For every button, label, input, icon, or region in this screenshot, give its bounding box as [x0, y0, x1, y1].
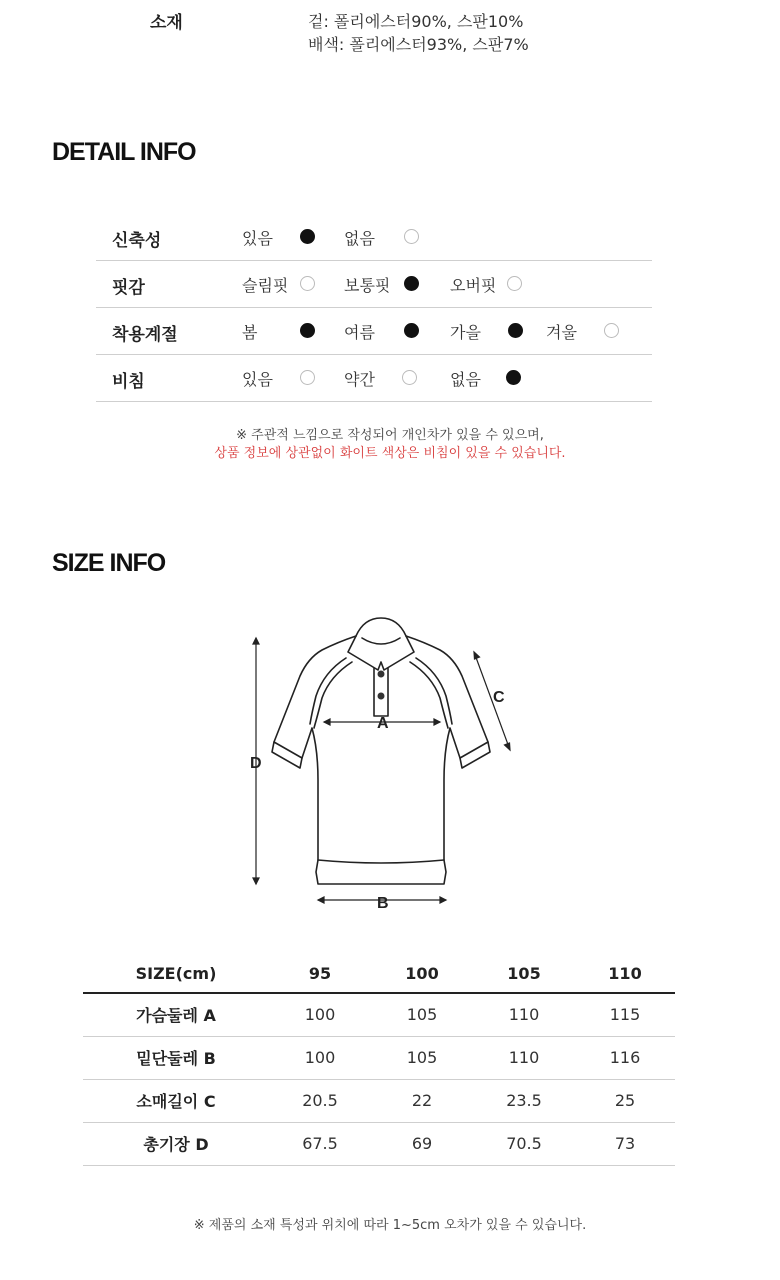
label-d: D	[250, 755, 262, 772]
cell: 115	[575, 993, 675, 1036]
detail-row-label: 착용계절	[112, 325, 178, 345]
size-header-110: 110	[575, 955, 675, 993]
cell: 116	[575, 1036, 675, 1079]
cell: 22	[371, 1079, 473, 1122]
detail-info-table	[96, 214, 652, 402]
cell: 105	[371, 993, 473, 1036]
selected-dot-icon	[300, 323, 315, 338]
detail-info-title: DETAIL INFO	[52, 138, 196, 166]
row-label: 총기장 D	[83, 1122, 269, 1165]
option-label: 슬림핏	[242, 275, 289, 295]
option-label: 오버핏	[450, 275, 497, 295]
detail-row-season	[96, 308, 652, 355]
option-label: 가을	[450, 322, 481, 342]
label-b: B	[377, 895, 389, 912]
detail-row-label: 핏감	[112, 278, 145, 298]
size-table	[83, 955, 675, 1166]
cell: 110	[473, 1036, 575, 1079]
selected-dot-icon	[506, 370, 521, 385]
row-label: 소매길이 C	[83, 1079, 269, 1122]
size-header-100: 100	[371, 955, 473, 993]
option-label: 약간	[344, 369, 375, 389]
unselected-dot-icon	[507, 276, 522, 291]
material-outer: 겉: 폴리에스터90%, 스판10%	[308, 12, 524, 31]
selected-dot-icon	[404, 276, 419, 291]
option-label: 없음	[344, 228, 375, 248]
cell: 100	[269, 993, 371, 1036]
size-header-105: 105	[473, 955, 575, 993]
option-label: 겨울	[546, 322, 577, 342]
size-footnote: ※ 제품의 소재 특성과 위치에 따라 1~5cm 오차가 있을 수 있습니다.	[193, 1218, 587, 1233]
detail-option	[546, 321, 577, 341]
cell: 70.5	[473, 1122, 575, 1165]
detail-option	[242, 274, 288, 294]
cell: 20.5	[269, 1079, 371, 1122]
table-row	[83, 1079, 675, 1122]
detail-option	[450, 274, 496, 294]
cell: 23.5	[473, 1079, 575, 1122]
option-label: 보통핏	[344, 275, 391, 295]
detail-option	[344, 321, 375, 341]
material-section	[0, 0, 780, 60]
option-label: 있음	[242, 228, 273, 248]
table-row	[83, 1122, 675, 1165]
unselected-dot-icon	[402, 370, 417, 385]
unselected-dot-icon	[300, 370, 315, 385]
detail-warning: 상품 정보에 상관없이 화이트 색상은 비침이 있을 수 있습니다.	[214, 446, 566, 461]
detail-option	[242, 368, 273, 388]
cell: 25	[575, 1079, 675, 1122]
cell: 110	[473, 993, 575, 1036]
table-row	[83, 993, 675, 1036]
label-a: A	[377, 715, 389, 732]
row-label: 밑단둘레 B	[83, 1036, 269, 1079]
detail-option	[344, 274, 390, 294]
selected-dot-icon	[508, 323, 523, 338]
polo-shirt-diagram	[230, 610, 550, 920]
detail-note: ※ 주관적 느낌으로 작성되어 개인차가 있을 수 있으며,	[236, 428, 544, 443]
size-info-title: SIZE INFO	[52, 549, 166, 577]
detail-option	[242, 321, 257, 341]
detail-option	[344, 227, 375, 247]
table-row	[83, 1036, 675, 1079]
selected-dot-icon	[404, 323, 419, 338]
detail-option	[344, 368, 375, 388]
size-diagram	[230, 610, 550, 920]
option-label: 없음	[450, 369, 481, 389]
cell: 100	[269, 1036, 371, 1079]
label-c: C	[493, 689, 505, 706]
cell: 67.5	[269, 1122, 371, 1165]
detail-row-label: 비침	[112, 372, 145, 392]
size-header-label: SIZE(cm)	[83, 955, 269, 993]
unselected-dot-icon	[300, 276, 315, 291]
unselected-dot-icon	[404, 229, 419, 244]
detail-row-fit	[96, 261, 652, 308]
cell: 69	[371, 1122, 473, 1165]
unselected-dot-icon	[604, 323, 619, 338]
row-label: 가슴둘레 A	[83, 993, 269, 1036]
detail-option	[450, 321, 481, 341]
cell: 105	[371, 1036, 473, 1079]
material-trim: 배색: 폴리에스터93%, 스판7%	[308, 35, 529, 54]
selected-dot-icon	[300, 229, 315, 244]
detail-row-label: 신축성	[112, 231, 162, 251]
size-table-header	[83, 955, 675, 993]
material-label: 소재	[150, 13, 183, 33]
detail-option	[242, 227, 273, 247]
detail-option	[450, 368, 481, 388]
detail-row-stretch	[96, 214, 652, 261]
cell: 73	[575, 1122, 675, 1165]
size-header-95: 95	[269, 955, 371, 993]
option-label: 있음	[242, 369, 273, 389]
detail-row-sheerness	[96, 355, 652, 402]
option-label: 봄	[242, 322, 258, 342]
option-label: 여름	[344, 322, 375, 342]
